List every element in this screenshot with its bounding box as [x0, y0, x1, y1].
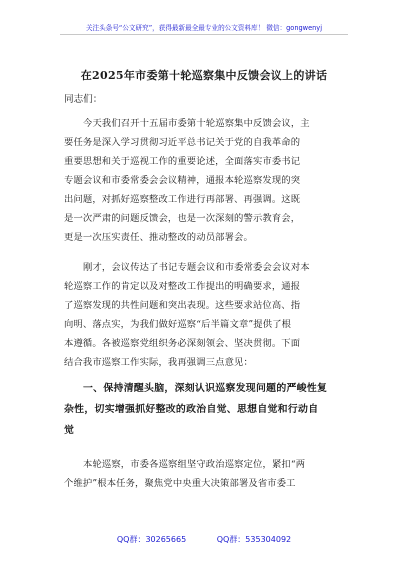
paragraph-line: 轮巡察工作的肯定以及对整改工作提出的明确要求，通报	[64, 281, 301, 292]
paragraph-line: 本遵循。各被巡察党组织务必深刻领会、坚决贯彻。下面	[64, 338, 301, 349]
paragraph-line: 出问题，对抓好巡察整改工作进行再部署、再强调。这既	[64, 194, 301, 205]
heading-line: 杂性，切实增强抓好整改的政治自觉、思想自觉和行动自	[64, 404, 319, 415]
paragraph-line: 结合我市巡察工作实际，我再强调三点意见：	[64, 357, 253, 368]
paragraph-line: 是一次严肃的问题反馈会，也是一次深刻的警示教育会，	[64, 213, 301, 224]
document-title: 在2025年市委第十轮巡察集中反馈会议上的讲话	[80, 69, 328, 82]
paragraph-line: 今天我们召开十五届市委第十轮巡察集中反馈会议，主	[83, 118, 310, 129]
salutation: 同志们：	[64, 94, 103, 105]
header-divider	[60, 34, 348, 35]
paragraph-line: 专题会议和市委常委会会议精神，通报本轮巡察发现的突	[64, 175, 301, 186]
heading-line: 一、保持清醒头脑，深刻认识巡察发现问题的严峻性复	[83, 383, 328, 394]
paragraph-2	[64, 258, 344, 372]
footer-qq-group-2: QQ群：535304092	[216, 535, 292, 544]
paragraph-line: 要任务是深入学习贯彻习近平总书记关于党的自我革命的	[64, 137, 301, 148]
paragraph-line: 更是一次压实责任、推动整改的动员部署会。	[64, 232, 253, 243]
paragraph-line: 向明、落点实，为我们做好巡察“后半篇文章”提供了根	[64, 319, 292, 330]
footer-qq-group-1: QQ群：30265665	[116, 535, 187, 544]
footer-contact	[0, 534, 408, 545]
paragraph-line: 了巡察发现的共性问题和突出表现。这些要求站位高、指	[64, 300, 301, 311]
section-heading-1	[64, 378, 344, 441]
paragraph-line: 重要思想和关于巡视工作的重要论述，全面落实市委书记	[64, 156, 301, 167]
paragraph-3	[64, 455, 344, 493]
header-banner: 关注头条号“公文研究”，获得最新最全最专业的公文资料库！ 微信：gongwenyj	[85, 24, 323, 32]
paragraph-1	[64, 114, 344, 247]
paragraph-line: 个维护”根本任务，聚焦党中央重大决策部署及省市委工	[64, 478, 296, 489]
paragraph-line: 刚才，会议传达了书记专题会议和市委常委会会议对本	[83, 262, 310, 273]
heading-line: 觉	[64, 425, 75, 436]
paragraph-line: 本轮巡察，市委各巡察组坚守政治巡察定位，紧扣“两	[83, 459, 306, 470]
